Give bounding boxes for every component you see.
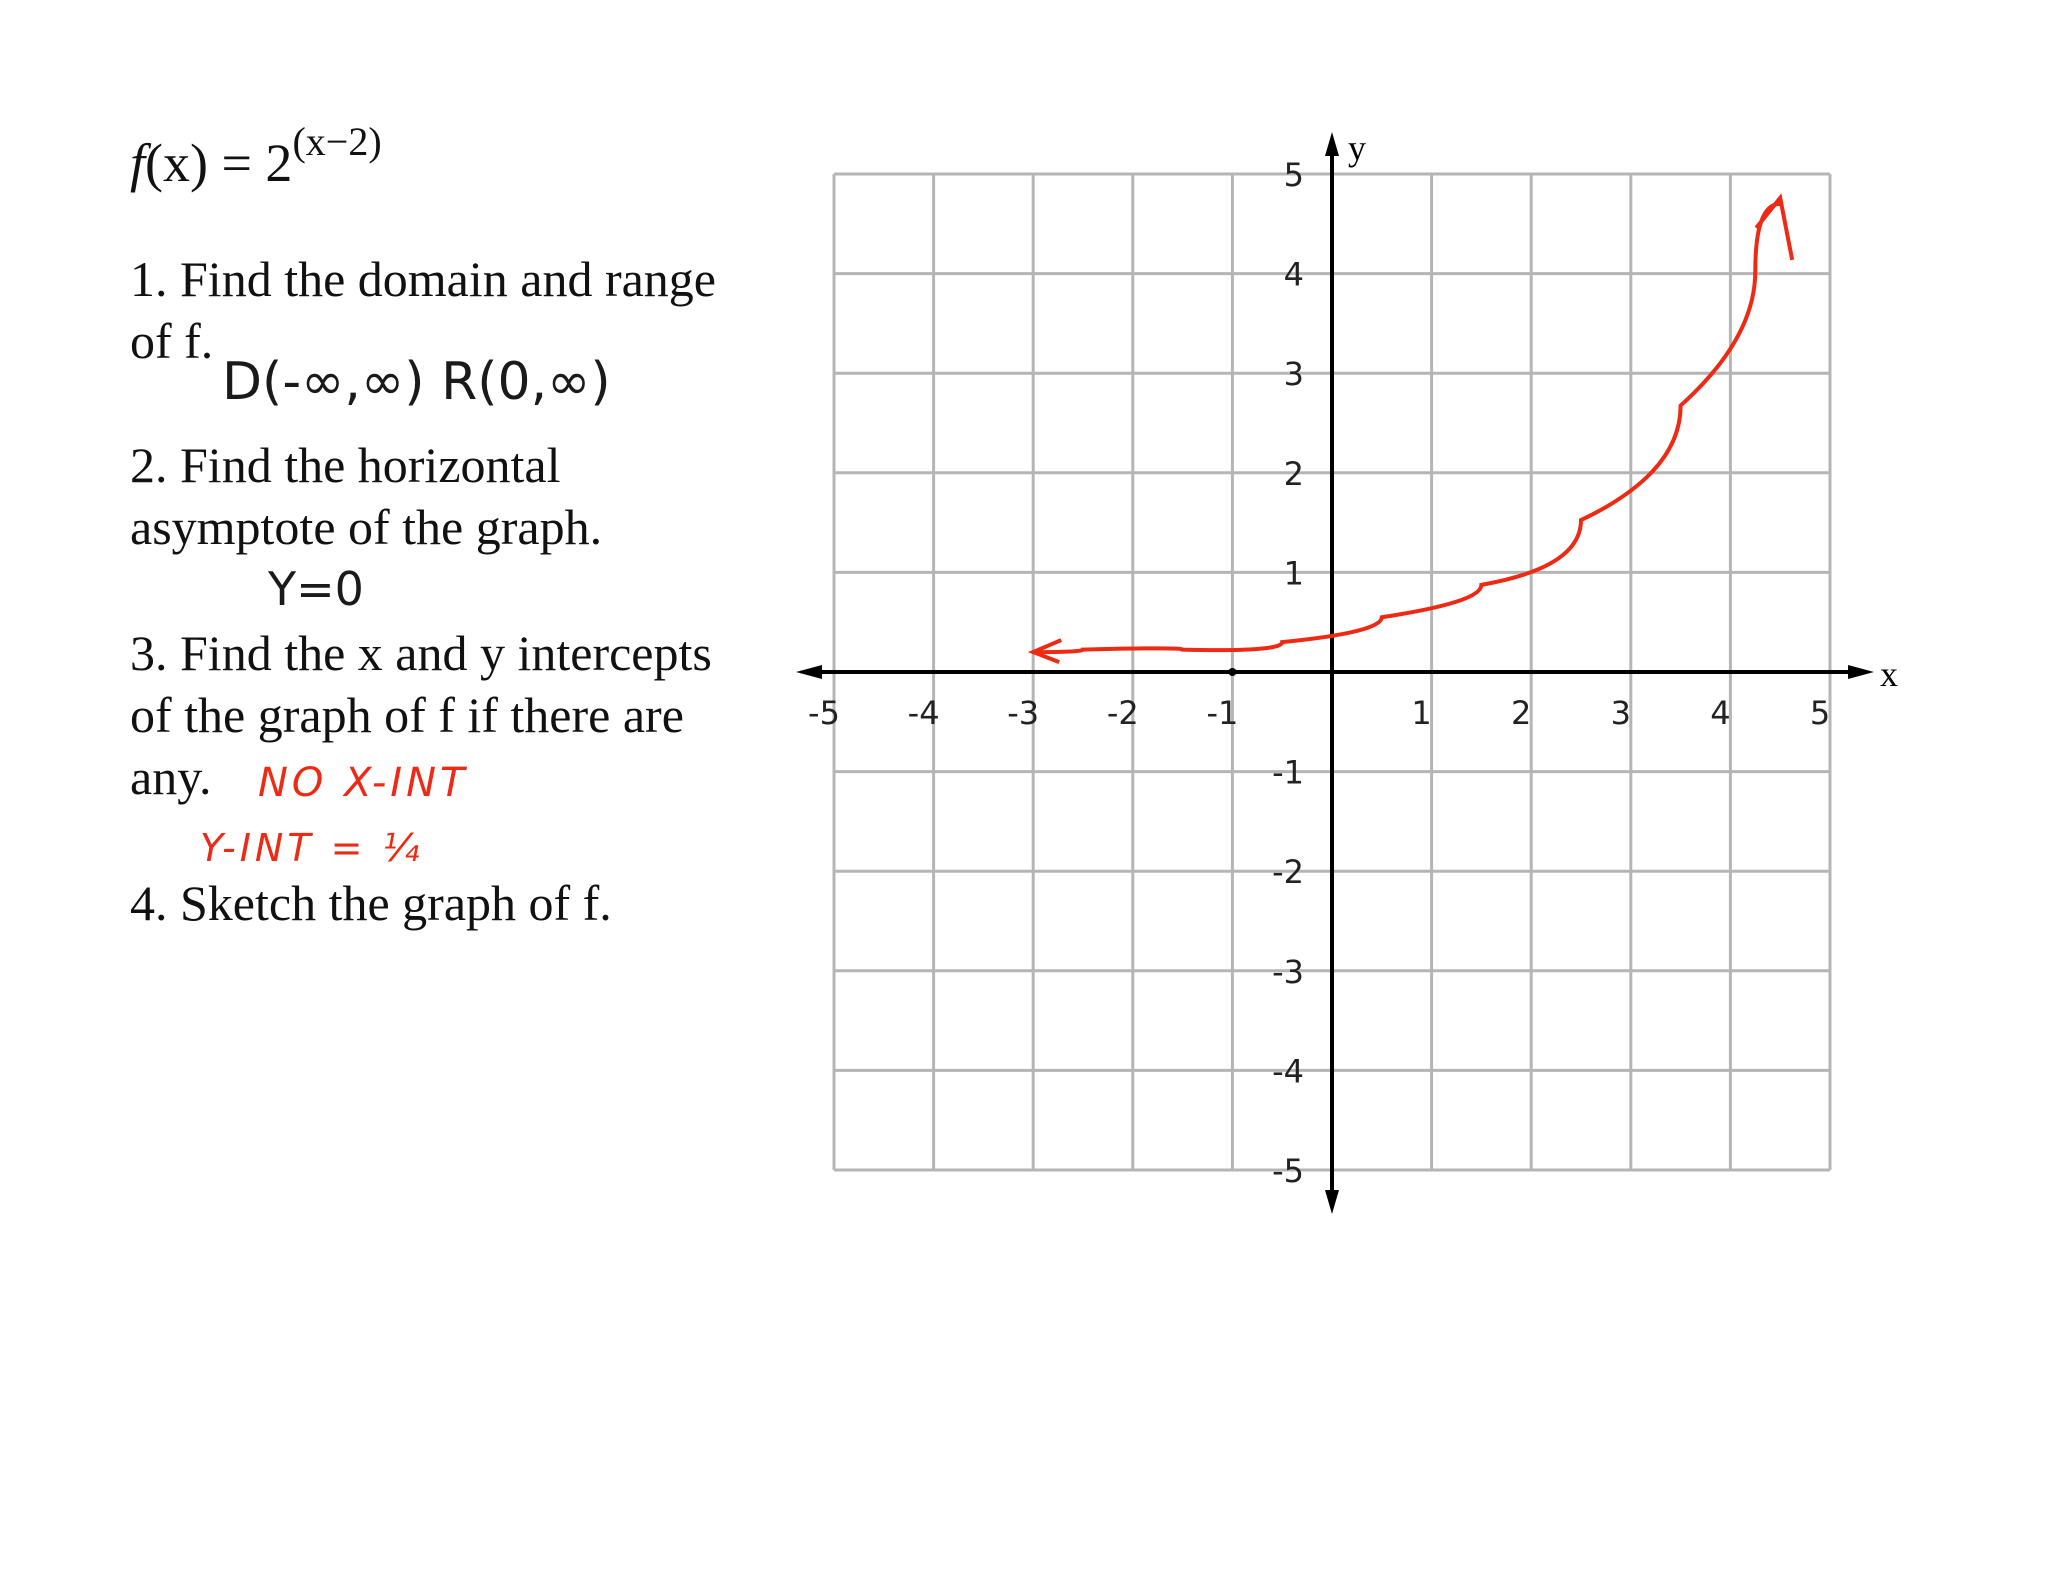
question-3-line-1: 3. Find the x and y intercepts [130, 625, 712, 681]
question-1-line-2: of f. [130, 313, 214, 369]
y-tick-label: 2 [1283, 454, 1304, 493]
x-tick-label: -3 [1007, 694, 1040, 732]
y-tick-label: -2 [1272, 853, 1304, 892]
question-3-line-2: of the graph of f if there are [130, 687, 684, 743]
y-intercept-answer: Y-INT = ¼ [200, 826, 424, 870]
domain-range-answer: D(-∞,∞) R(0,∞) [222, 352, 611, 412]
asymptote-answer: Y=0 [268, 562, 364, 616]
x-intercept-answer: NO X-INT [258, 760, 469, 806]
x-axis-arrow-right [1848, 665, 1874, 679]
y-tick-label: 1 [1283, 554, 1304, 593]
point-marker [1228, 668, 1236, 676]
y-tick-label: -4 [1272, 1052, 1304, 1091]
x-axis-label: x [1880, 654, 1898, 694]
x-tick-label: 1 [1411, 694, 1432, 732]
curve-arrow-right [1756, 198, 1792, 260]
x-tick-label: 2 [1511, 694, 1532, 732]
y-axis-arrow-down [1325, 1190, 1339, 1214]
x-axis-arrow-left [796, 665, 822, 679]
x-tick-label: -1 [1206, 694, 1239, 732]
function-name: f [130, 133, 146, 193]
x-tick-label: 3 [1610, 694, 1631, 732]
y-tick-label: 5 [1283, 156, 1304, 194]
y-tick-label: 4 [1283, 255, 1304, 294]
axes [796, 128, 1898, 1214]
question-2-line-1: 2. Find the horizontal [130, 437, 561, 493]
y-tick-label: 3 [1283, 355, 1304, 394]
question-1-line-1: 1. Find the domain and range [130, 251, 716, 307]
y-tick-label: -3 [1272, 952, 1304, 991]
x-tick-label: 5 [1809, 694, 1831, 732]
red-curve [1033, 204, 1780, 652]
question-3-line-3: any. [130, 749, 212, 805]
x-tick-label: -5 [808, 694, 840, 732]
question-2-line-2: asymptote of the graph. [130, 499, 603, 555]
y-tick-label: -1 [1272, 753, 1304, 792]
question-4-line-1: 4. Sketch the graph of f. [130, 875, 612, 931]
x-tick-label: -4 [907, 694, 940, 732]
function-body: (x) = 2 [145, 133, 293, 193]
y-axis-label: y [1348, 128, 1366, 168]
x-tick-label: -2 [1106, 694, 1139, 732]
y-tick-label: -5 [1272, 1152, 1304, 1190]
curve-layer [1033, 198, 1792, 662]
function-exponent: (x−2) [292, 119, 382, 164]
x-tick-label: 4 [1710, 694, 1731, 732]
y-axis-arrow-up [1325, 132, 1339, 156]
